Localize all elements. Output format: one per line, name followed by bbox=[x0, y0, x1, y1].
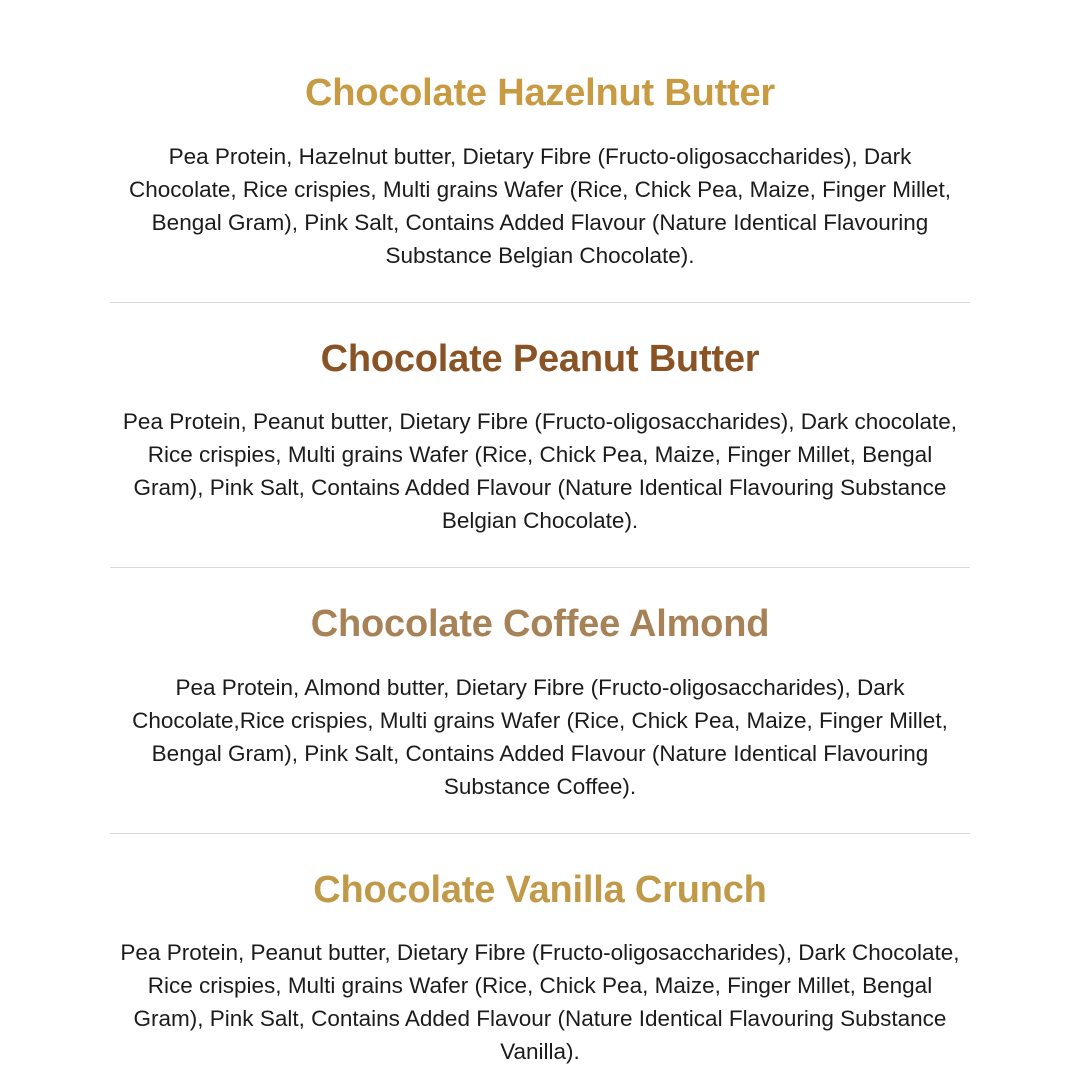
product-section-chocolate-peanut-butter bbox=[110, 303, 970, 568]
product-title: Chocolate Coffee Almond bbox=[310, 603, 770, 645]
product-title: Chocolate Peanut Butter bbox=[320, 337, 760, 380]
product-section-chocolate-vanilla-crunch bbox=[110, 834, 970, 1069]
product-title: Chocolate Hazelnut Butter bbox=[304, 72, 776, 114]
product-ingredients: Pea Protein, Peanut butter, Dietary Fibre (Fructo-oligosaccharides), Dark Chocolate, Rice crispies, Multi grains Wafer (Rice, Chick Pea, Maize, Finger Millet, Bengal Gram), Pink Salt, Contains Added Flavour (Nature Identical Flavouring Substance Vanilla). bbox=[120, 940, 960, 1064]
product-section-chocolate-hazelnut-butter bbox=[110, 44, 970, 302]
product-section-chocolate-coffee-almond bbox=[110, 568, 970, 833]
product-ingredients: Pea Protein, Peanut butter, Dietary Fibre (Fructo-oligosaccharides), Dark chocolate, Rice crispies, Multi grains Wafer (Rice, Chick Pea, Maize, Finger Millet, Bengal Gram), Pink Salt, Contains Added Flavour (Nature Identical Flavouring Substance Belgian Chocolate). bbox=[122, 409, 958, 533]
product-ingredients: Pea Protein, Hazelnut butter, Dietary Fibre (Fructo-oligosaccharides), Dark Chocolate, Rice crispies, Multi grains Wafer (Rice, Chick Pea, Maize, Finger Millet, Bengal Gram), Pink Salt, Contains Added Flavour (Nature Identical Flavouring Substance Belgian Chocolate). bbox=[129, 143, 951, 268]
product-title: Chocolate Vanilla Crunch bbox=[313, 868, 767, 911]
product-ingredients: Pea Protein, Almond butter, Dietary Fibre (Fructo-oligosaccharides), Dark Chocolate,Rice crispies, Multi grains Wafer (Rice, Chick Pea, Maize, Finger Millet, Bengal Gram), Pink Salt, Contains Added Flavour (Nature Identical Flavouring Substance Coffee). bbox=[132, 674, 948, 799]
